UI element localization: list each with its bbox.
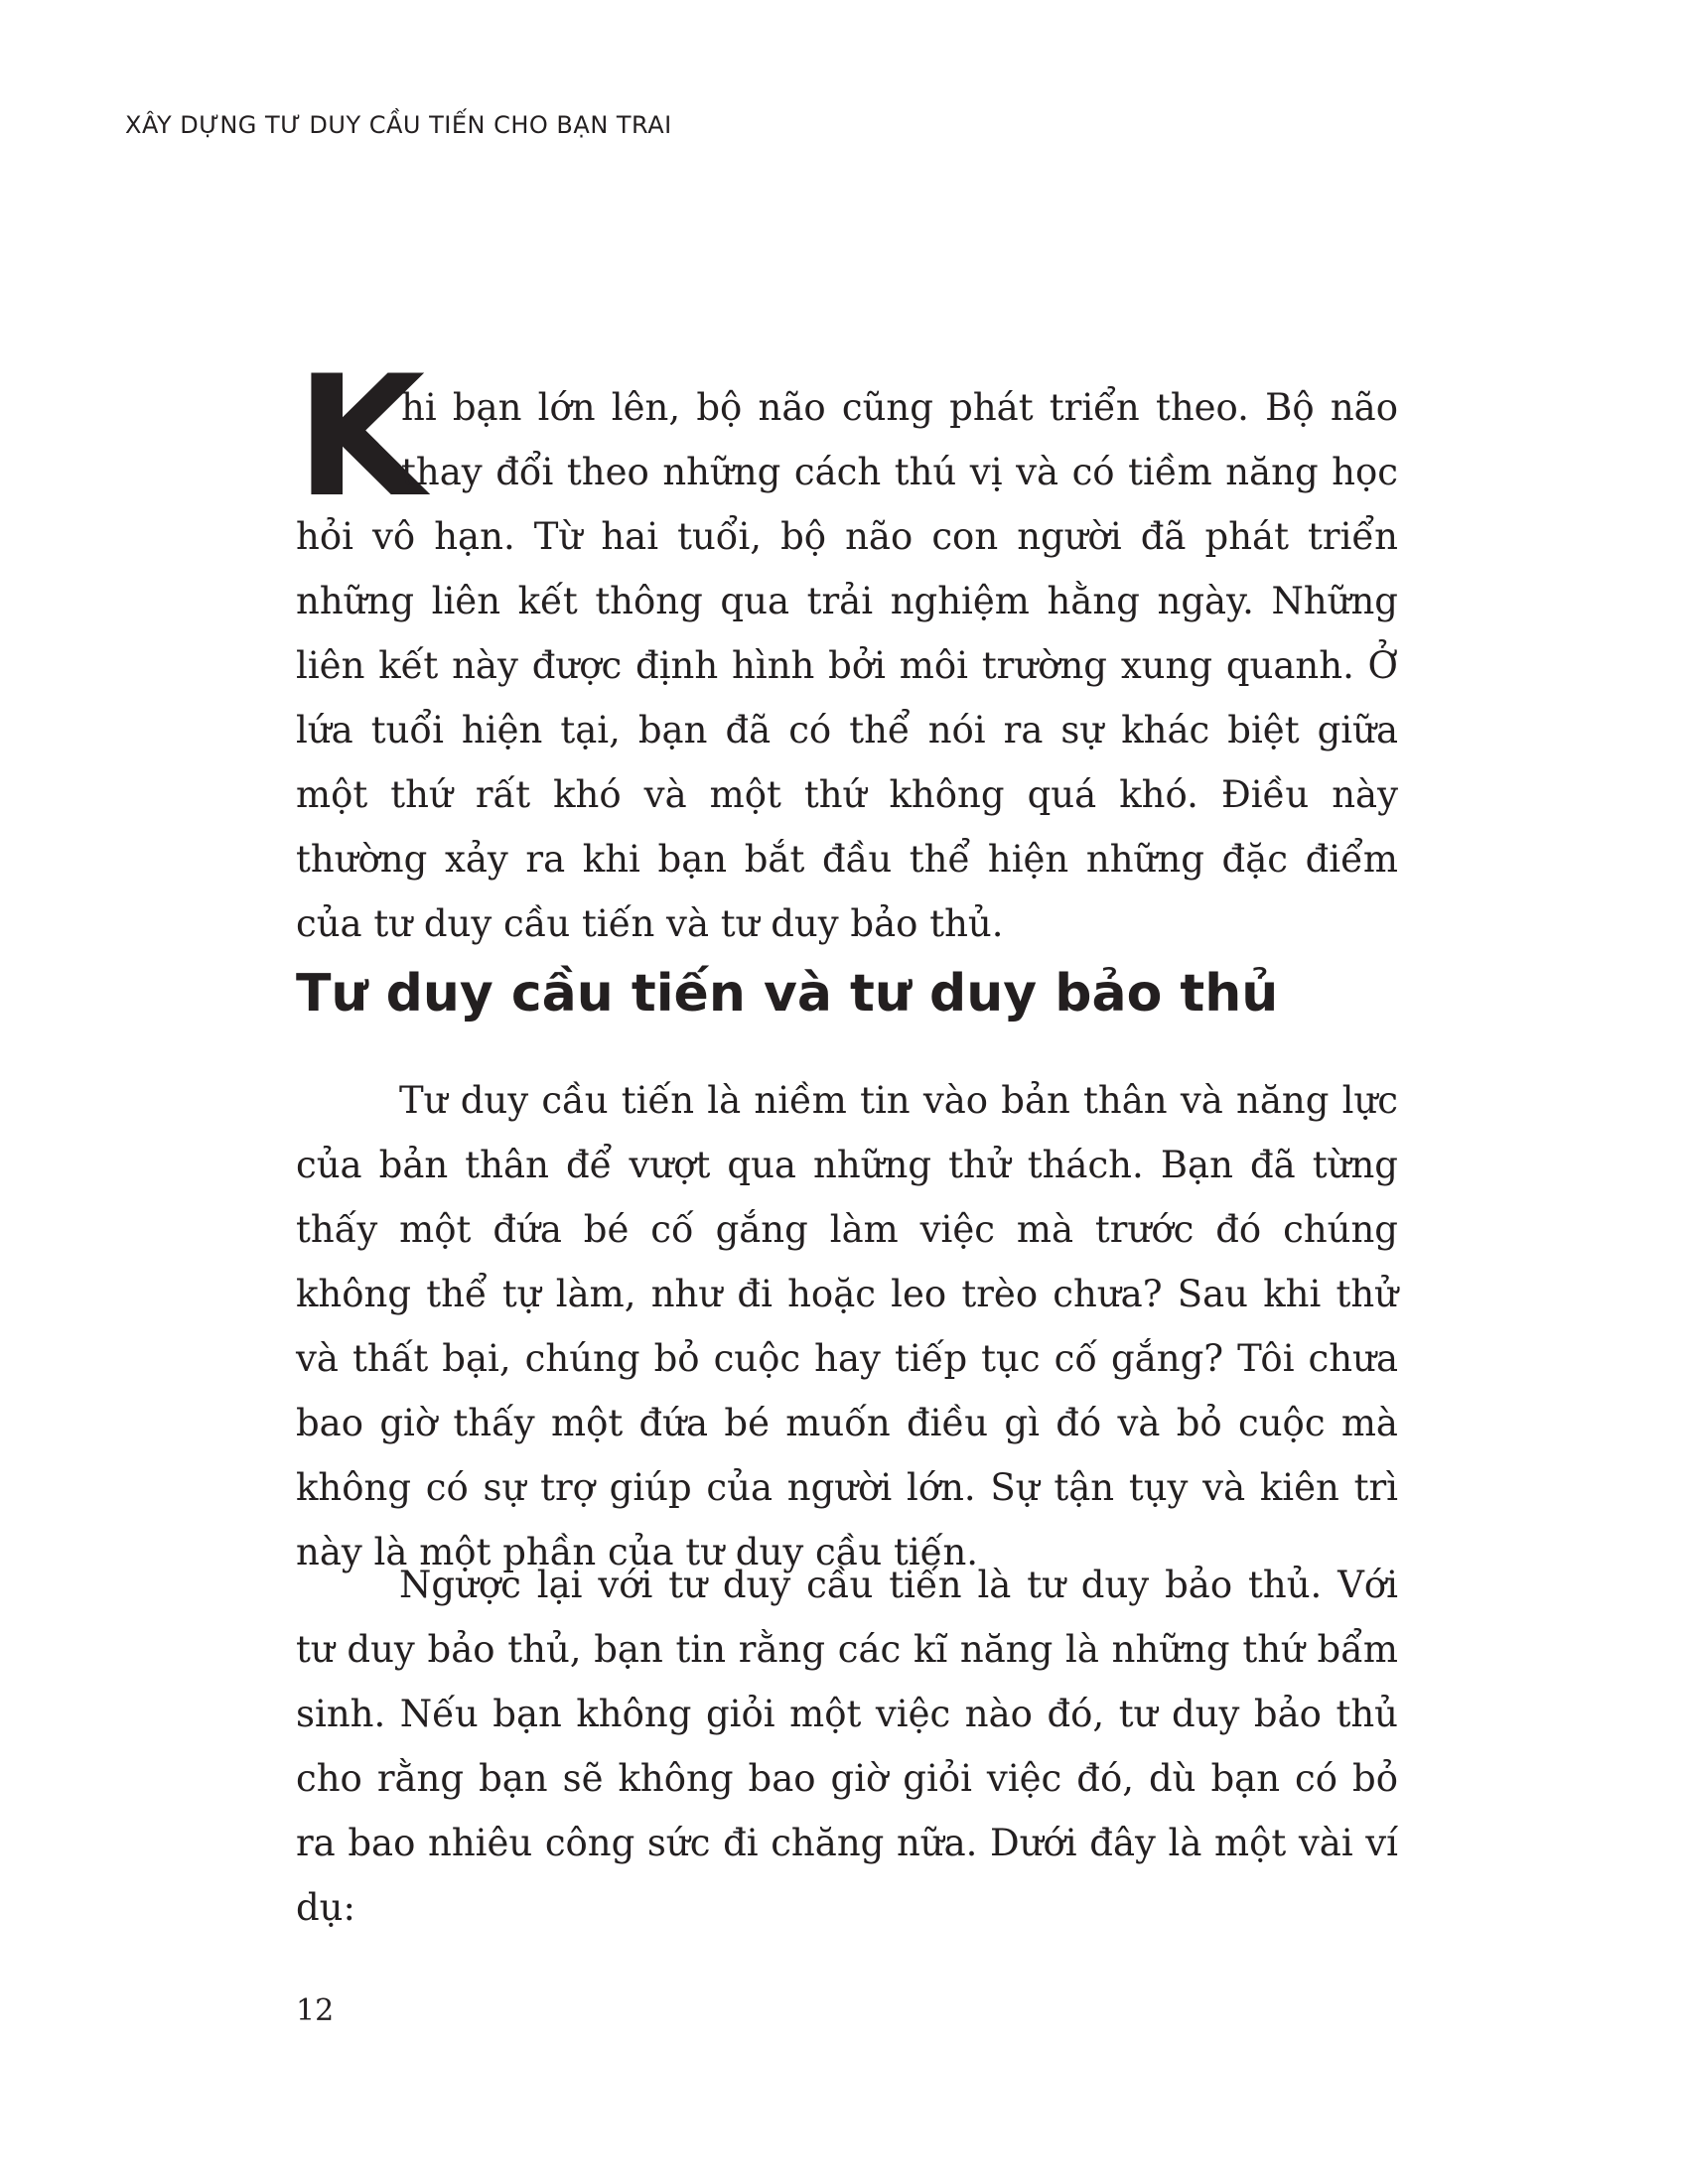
intro-paragraph bbox=[296, 340, 1398, 956]
body-paragraph-2: Ngược lại với tư duy cầu tiến là tư duy bảo thủ. Với tư duy bảo thủ, bạn tin rằng các kĩ năng là những thứ bẩm sinh. Nếu bạn không giỏi một việc nào đó, tư duy bảo thủ cho rằng bạn sẽ không bao giờ giỏi việc đó, dù bạn có bỏ ra bao nhiêu công sức đi chăng nữa. Dưới đây là một vài ví dụ: bbox=[296, 1564, 1398, 1929]
drop-cap: K bbox=[296, 340, 426, 534]
body-paragraph-1: Tư duy cầu tiến là niềm tin vào bản thân và năng lực của bản thân để vượt qua những thử thách. Bạn đã từng thấy một đứa bé cố gắng làm việc mà trước đó chúng không thể tự làm, như đi hoặc leo trèo chưa? Sau khi thử và thất bại, chúng bỏ cuộc hay tiếp tục cố gắng? Tôi chưa bao giờ thấy một đứa bé muốn điều gì đó và bỏ cuộc mà không có sự trợ giúp của người lớn. Sự tận tụy và kiên trì này là một phần của tư duy cầu tiến. bbox=[296, 1079, 1398, 1573]
intro-text: hi bạn lớn lên, bộ não cũng phát triển theo. Bộ não thay đổi theo những cách thú vị và có tiềm năng học hỏi vô hạn. Từ hai tuổi, bộ não con người đã phát triển những liên kết thông qua trải nghiệm hằng ngày. Những liên kết này được định hình bởi môi trường xung quanh. Ở lứa tuổi hiện tại, bạn đã có thể nói ra sự khác biệt giữa một thứ rất khó và một thứ không quá khó. Điều này thường xảy ra khi bạn bắt đầu thể hiện những đặc điểm của tư duy cầu tiến và tư duy bảo thủ. bbox=[296, 386, 1398, 945]
page-number: 12 bbox=[296, 1993, 335, 2028]
running-header: XÂY DỰNG TƯ DUY CẦU TIẾN CHO BẠN TRAI bbox=[125, 111, 672, 139]
section-heading: Tư duy cầu tiến và tư duy bảo thủ bbox=[296, 964, 1279, 1024]
